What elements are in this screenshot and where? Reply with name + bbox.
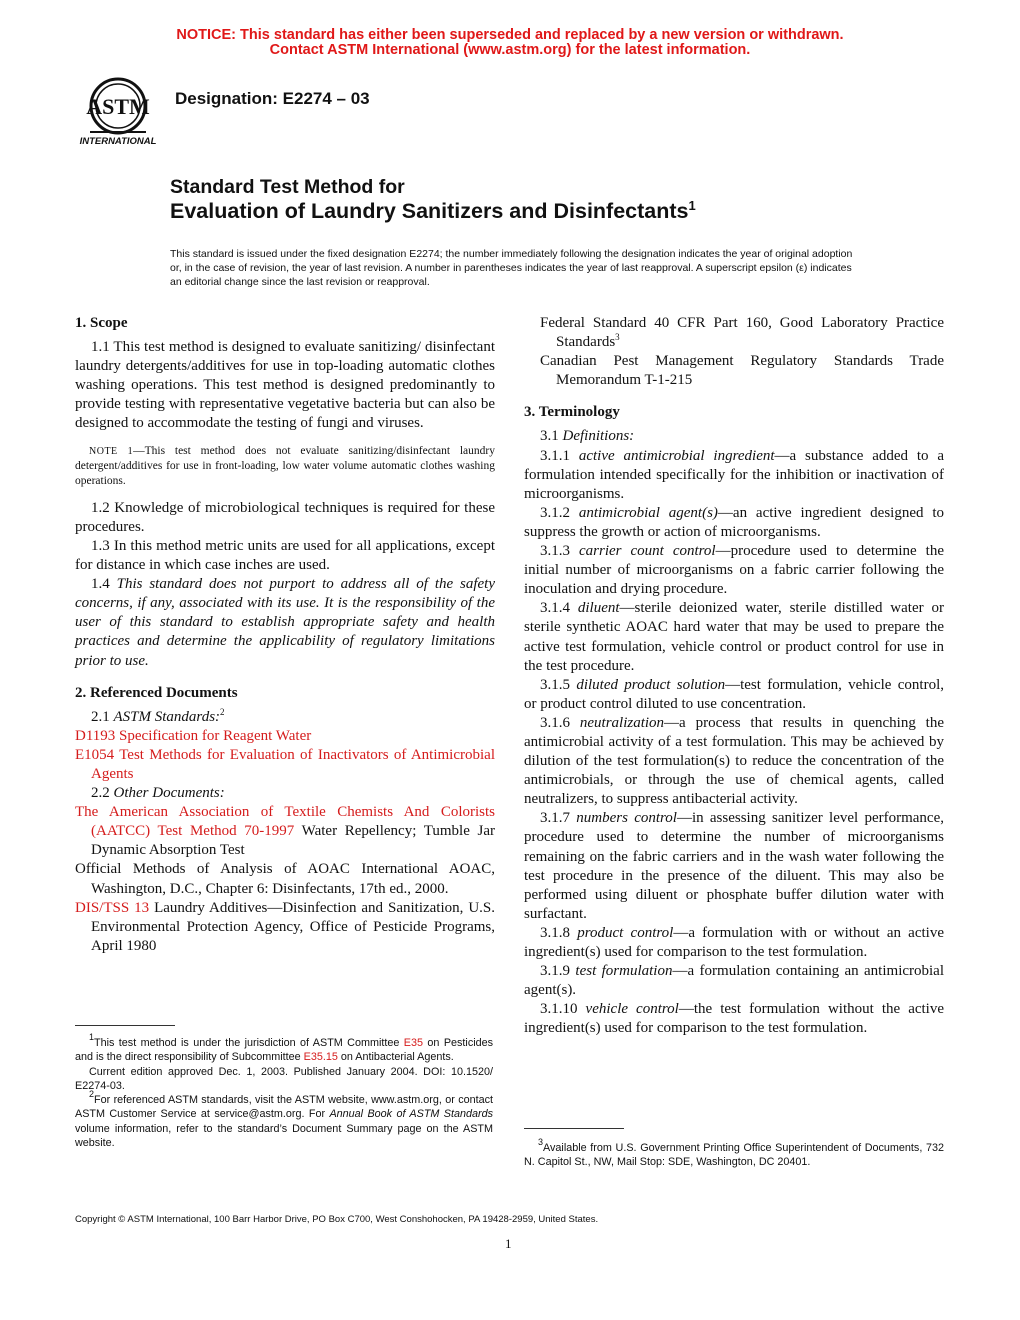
ref-canadian: Canadian Pest Management Regulatory Standards Trade Memorandum T-1-215 bbox=[540, 353, 944, 389]
right-column bbox=[524, 314, 944, 1038]
terminology-heading: 3. Terminology bbox=[524, 404, 620, 421]
footnote-rule-right bbox=[524, 1128, 624, 1129]
para-2-2: 2.2 Other Documents: bbox=[91, 785, 225, 802]
term-3-1-9: 3.1.9 test formulation—a formulation containing an antimicrobial agent(s). bbox=[524, 963, 945, 999]
ref-federal: Federal Standard 40 CFR Part 160, Good Laboratory Practice Standards$^3$ bbox=[540, 315, 944, 351]
term-3-1-4: 3.1.4 diluent—sterile deionized water, sterile distilled water or sterile synthetic AOAC hard water that may be used to prepare the active test formulation, vehicle control or product control for use in the test procedure. bbox=[524, 600, 944, 674]
ref-d1193-title[interactable]: Specification for Reagent Water bbox=[119, 727, 312, 744]
para-2-1: 2.1 ASTM Standards:$^2$ bbox=[91, 706, 225, 725]
footnote-e3515-link[interactable]: E35.15 bbox=[303, 1051, 338, 1064]
page-number: 1 bbox=[505, 1236, 512, 1251]
ref-d1193 bbox=[75, 727, 495, 746]
ref-aatcc: The American Association of Textile Chemists And Colorists (AATCC) Test Method 70-1997 Water Repellency; Tumble Jar Dynamic Absorption Test bbox=[75, 804, 495, 859]
notice-line-1: NOTICE: This standard has either been superseded and replaced by a new version or withdrawn. bbox=[176, 27, 844, 43]
term-3-1-5: 3.1.5 diluted product solution—test formulation, vehicle control, or product control diluted to use concentration. bbox=[524, 676, 945, 712]
para-1-2: 1.2 Knowledge of microbiological techniques is required for these procedures. bbox=[75, 499, 495, 535]
ref-dis-code[interactable]: DIS/TSS 13 bbox=[75, 899, 150, 916]
term-3-1-7: 3.1.7 numbers control—in assessing sanitizer level performance, procedure used to determine the number of microorganisms remaining on the fabric carriers and in the wash water following the test procedure in the presence of the diluent. This may also be performed using diluent or phosphate buffer dilution water with surfactant. bbox=[524, 810, 944, 922]
astm-logo bbox=[76, 72, 160, 148]
left-column bbox=[75, 314, 495, 956]
copyright: Copyright © ASTM International, 100 Barr Harbor Drive, PO Box C700, West Conshohocken, PA 19428-2959, United States. bbox=[75, 1214, 599, 1225]
ref-e1054 bbox=[75, 746, 495, 784]
footnote-e35-link[interactable]: E35 bbox=[403, 1037, 424, 1049]
term-3-1-3: 3.1.3 carrier count control—procedure used to determine the initial number of microorganisms on a fabric carrier following the inoculation and drying procedure. bbox=[524, 543, 945, 598]
logo-label: INTERNATIONAL bbox=[79, 136, 157, 147]
ref-e1054-code[interactable]: E1054 bbox=[75, 746, 115, 763]
footnotes-left bbox=[75, 1032, 494, 1150]
scope-heading: 1. Scope bbox=[75, 315, 128, 331]
ref-federal-wrap bbox=[524, 314, 944, 390]
footnote-1-edition: Current edition approved Dec. 1, 2003. Published January 2004. DOI: 10.1520/ E2274-03. bbox=[75, 1065, 493, 1092]
ref-d1193-code[interactable]: D1193 bbox=[75, 727, 116, 744]
footnote-3: $^3$Available from U.S. Government Printing Office Superintendent of Documents, 732 N. Capitol St., NW, Mail Stop: SDE, Washington, DC 20401. bbox=[524, 1137, 944, 1169]
preamble: This standard is issued under the fixed designation E2274; the number immediately following the designation indicates the year of original adoption or, in the case of revision, the year of last revision. A number in parentheses indicates the year of last reapproval. A superscript epsilon (ε) indicates an editorial change since the last revision or reapproval. bbox=[170, 248, 853, 288]
term-3-1-6: 3.1.6 neutralization—a process that results in quenching the antimicrobial activity of a test formulation. This may be achieved by dilution of the test formulation(s) to reduce the concentration of the antimicrobials, or through the use of chemical agents, called neutralizers, to suppress antibacterial activity. bbox=[524, 714, 945, 808]
note-1: NOTE 1—This test method does not evaluate sanitizing/disinfectant laundry detergent/additives for use in front-loading, low water volume automatic clothes washing operations. bbox=[75, 444, 495, 488]
designation: Designation: E2274 – 03 bbox=[175, 89, 370, 108]
term-3-1-1: 3.1.1 active antimicrobial ingredient—a substance added to a formulation intended specifically for the inhibition or inactivation of microorganisms. bbox=[524, 447, 945, 502]
logo-mark: ASTM bbox=[86, 94, 150, 119]
referenced-documents-heading: 2. Referenced Documents bbox=[75, 684, 238, 701]
term-3-1-8: 3.1.8 product control—a formulation with or without an active ingredient(s) used for comparison to the test formulation. bbox=[524, 924, 944, 960]
term-3-1-2: 3.1.2 antimicrobial agent(s)—an active ingredient designed to suppress the growth or action of microorganisms. bbox=[524, 504, 944, 540]
ref-e1054-title[interactable]: Test Methods for Evaluation of Inactivators of Antimicrobial Agents bbox=[91, 746, 495, 782]
para-1-4: 1.4 This standard does not purport to address all of the safety concerns, if any, associated with its use. It is the responsibility of the user of this standard to establish appropriate safety and health practices and determine the applicability of regulatory limitations prior to use. bbox=[75, 576, 496, 669]
title-line-2: Evaluation of Laundry Sanitizers and Disinfectants$^1$ bbox=[170, 198, 696, 223]
para-3-1: 3.1 Definitions: bbox=[540, 428, 635, 445]
title-line-1: Standard Test Method for bbox=[170, 176, 405, 198]
footnote-rule-left bbox=[75, 1025, 175, 1026]
ref-aatcc-link[interactable]: The American Association of Textile Chemists And Colorists (AATCC) Test Method 70-1997 bbox=[75, 804, 495, 840]
footnote-1: $^1$This test method is under the jurisdiction of ASTM Committee E35 on Pesticides and is the direct responsibility of Subcommittee E35.15 on Antibacterial Agents. bbox=[75, 1032, 494, 1064]
footnote-right bbox=[524, 1137, 944, 1170]
footnote-2: $^2$For referenced ASTM standards, visit the ASTM website, www.astm.org, or contact ASTM Customer Service at service@astm.org. For Annual Book of ASTM Standards volume information, refer to the standard’s Document Summary page on the ASTM website. bbox=[75, 1089, 494, 1150]
para-1-3: 1.3 In this method metric units are used for all applications, except for distance in which case inches are used. bbox=[75, 537, 495, 574]
term-3-1-10: 3.1.10 vehicle control—the test formulation without the active ingredient(s) used for comparison to the test formulation. bbox=[524, 1001, 944, 1037]
para-1-1: 1.1 This test method is designed to evaluate sanitizing/ disinfectant laundry detergents/additives for use in top-loading automatic clothes washing operations. This test method is designed predominantly to provide testing with representative vegetative bacteria but can also be designed to accommodate the testing of fungi and viruses. bbox=[75, 339, 495, 432]
ref-dis-tss: DIS/TSS 13 Laundry Additives—Disinfection and Sanitization, U.S. Environmental Protection Agency, Office of Pesticide Programs, April 1980 bbox=[75, 899, 495, 954]
ref-aoac: Official Methods of Analysis of AOAC International AOAC, Washington, D.C., Chapter 6: Disinfectants, 17th ed., 2000. bbox=[75, 861, 495, 897]
notice-line-2: Contact ASTM International (www.astm.org) for the latest information. bbox=[269, 42, 751, 58]
